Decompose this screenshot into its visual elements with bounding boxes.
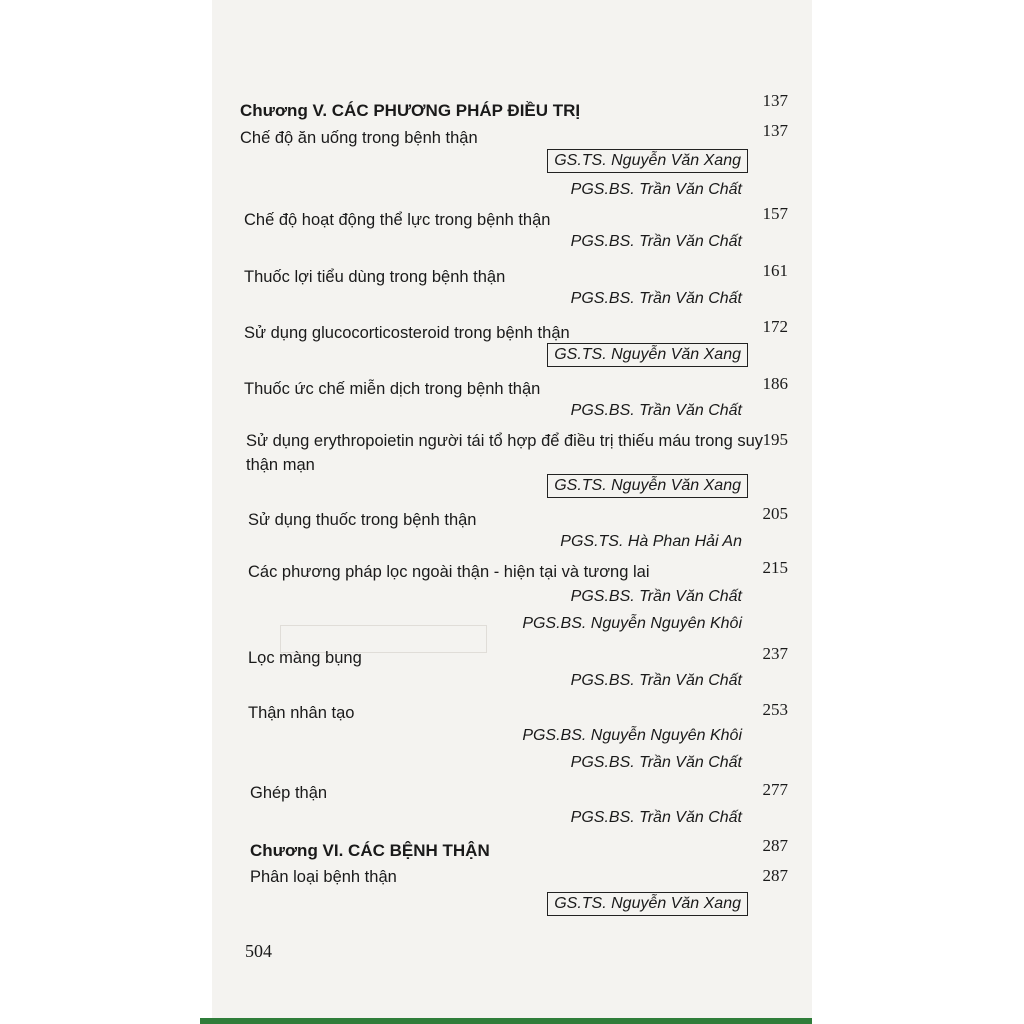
page-ref: 195 [762,430,788,449]
author: PGS.BS. Nguyễn Nguyên Khôi [522,727,742,744]
author-boxed: GS.TS. Nguyễn Văn Xang [547,892,748,916]
author: PGS.BS. Trần Văn Chất [570,672,742,689]
entry-title: Các phương pháp lọc ngoài thận - hiện tại và tương lai [248,563,650,581]
entry-title-continued: thận mạn [246,456,315,474]
author: PGS.BS. Trần Văn Chất [570,809,742,826]
author: PGS.BS. Trần Văn Chất [570,233,742,250]
author: PGS.BS. Trần Văn Chất [570,402,742,419]
page-ref: 161 [762,261,788,280]
author: PGS.BS. Trần Văn Chất [570,754,742,771]
entry-title: Chế độ hoạt động thể lực trong bệnh thận [244,211,551,229]
entry-title: Ghép thận [250,784,328,802]
author-boxed: GS.TS. Nguyễn Văn Xang [547,149,748,173]
page-ref: 287 [762,866,788,885]
entry-title: Lọc màng bụng [248,649,362,667]
chapter-title: Chương V. CÁC PHƯƠNG PHÁP ĐIỀU TRỊ [240,101,581,120]
chapter-title: Chương VI. CÁC BỆNH THẬN [250,841,490,860]
entry-title: Thận nhân tạo [248,704,355,722]
page-bottom-edge [200,1018,812,1024]
author: PGS.BS. Trần Văn Chất [570,181,742,198]
page-ref: 172 [762,317,788,336]
author-boxed: GS.TS. Nguyễn Văn Xang [547,474,748,498]
page-ref: 137 [762,91,788,110]
entry-title: Chế độ ăn uống trong bệnh thận [240,129,478,147]
page-number: 504 [245,941,272,961]
page-ref: 237 [762,644,788,663]
page-ref: 186 [762,374,788,393]
author: PGS.BS. Trần Văn Chất [570,290,742,307]
author: PGS.BS. Trần Văn Chất [570,588,742,605]
page-ref: 157 [762,204,788,223]
entry-title: Sử dụng glucocorticosteroid trong bệnh thận [244,324,570,342]
page-ref: 215 [762,558,788,577]
page-ref: 287 [762,836,788,855]
author: PGS.TS. Hà Phan Hải An [560,533,742,550]
entry-title: Sử dụng thuốc trong bệnh thận [248,511,477,529]
page-ref: 277 [762,780,788,799]
page-ref: 205 [762,504,788,523]
page-ref: 137 [762,121,788,140]
author: PGS.BS. Nguyễn Nguyên Khôi [522,615,742,632]
entry-title: Thuốc ức chế miễn dịch trong bệnh thận [244,380,541,398]
author-boxed: GS.TS. Nguyễn Văn Xang [547,343,748,367]
entry-title: Sử dụng erythropoietin người tái tổ hợp để điều trị thiếu máu trong suy [246,432,764,450]
entry-title: Thuốc lợi tiểu dùng trong bệnh thận [244,268,506,286]
entry-title: Phân loại bệnh thận [250,868,397,886]
page-ref: 253 [762,700,788,719]
